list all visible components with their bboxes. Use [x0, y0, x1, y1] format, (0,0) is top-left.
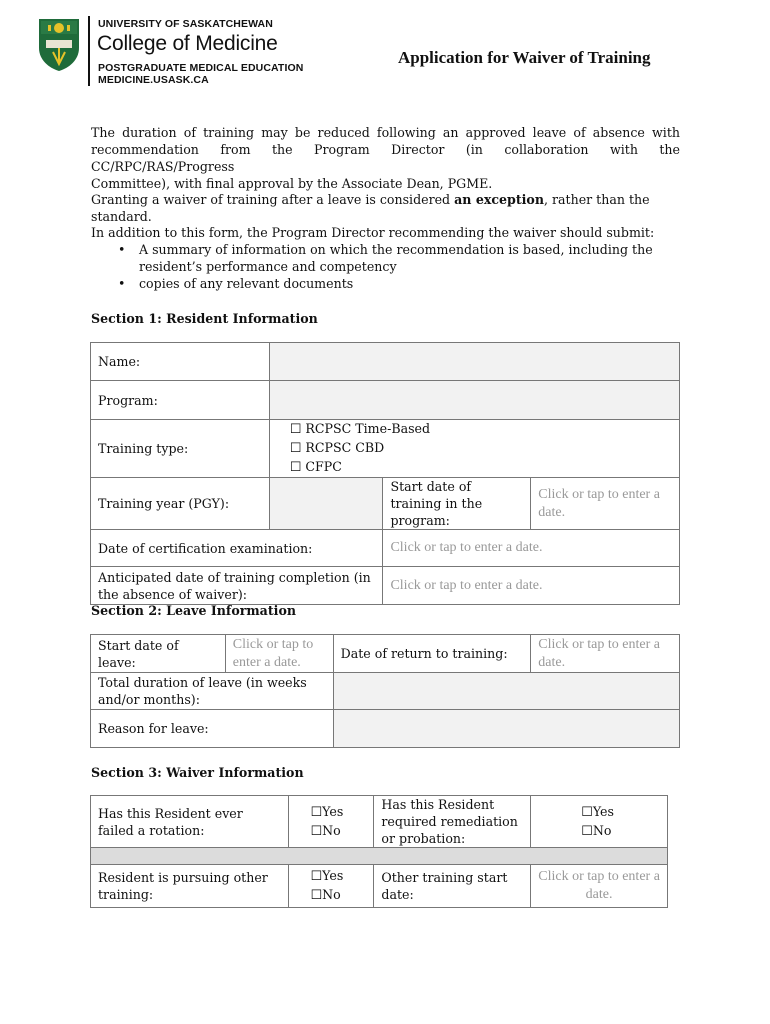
- training-year-input[interactable]: [269, 478, 383, 530]
- checkbox-icon[interactable]: ☐: [310, 823, 323, 839]
- return-date-label: Date of return to training:: [333, 635, 531, 673]
- other-start-date-input[interactable]: Click or tap to enter a date.: [531, 865, 668, 908]
- leave-info-table: [90, 634, 680, 748]
- other-no-option[interactable]: ☐No: [310, 887, 341, 903]
- exception-text-after: , rather than the standard.: [91, 192, 650, 224]
- leave-duration-label: Total duration of leave (in weeks and/or months):: [91, 673, 334, 710]
- resident-info-table: [90, 342, 680, 605]
- training-type-options: [269, 420, 679, 478]
- submission-intro: In addition to this form, the Program Director recommending the waiver should submit:: [91, 225, 655, 240]
- website-label: MEDICINE.USASK.CA: [98, 74, 209, 86]
- remediation-no-option[interactable]: ☐No: [581, 822, 612, 839]
- failed-yes-option[interactable]: ☐Yes: [310, 803, 344, 820]
- list-item: • copies of any relevant documents: [91, 275, 686, 292]
- list-item: • A summary of information on which the recommendation is based, including the resident’s performance and competency: [91, 241, 686, 275]
- header-divider: [88, 16, 90, 86]
- remediation-options: [531, 796, 668, 848]
- separator-row: [91, 848, 668, 865]
- program-input[interactable]: [269, 381, 679, 420]
- remediation-yes-option[interactable]: ☐Yes: [581, 803, 614, 820]
- cert-exam-label: Date of certification examination:: [91, 530, 383, 567]
- shield-icon: [38, 18, 80, 72]
- failed-rotation-label: Has this Resident ever failed a rotation:: [91, 796, 289, 848]
- submission-paragraph: [91, 224, 686, 292]
- start-leave-label: Start date of leave:: [91, 635, 226, 673]
- checkbox-icon[interactable]: ☐: [581, 823, 593, 839]
- leave-reason-label: Reason for leave:: [91, 710, 334, 748]
- remediation-label: Has this Resident required remediation or probation:: [374, 796, 531, 848]
- name-input[interactable]: [269, 343, 679, 381]
- leave-duration-input[interactable]: [333, 673, 679, 710]
- start-date-label: Start date of training in the program:: [383, 478, 531, 530]
- option-rcpsc-time-based[interactable]: ☐ RCPSC Time-Based: [289, 421, 431, 437]
- submission-list: [91, 241, 686, 292]
- section-1-heading: Section 1: Resident Information: [91, 311, 318, 326]
- intro-line-3: Committee), with final approval by the Associate Dean, PGME.: [91, 176, 493, 191]
- page-title: Application for Waiver of Training: [398, 48, 651, 67]
- university-name: UNIVERSITY OF SASKATCHEWAN: [98, 18, 273, 30]
- waiver-info-table: [90, 795, 668, 908]
- department-name: POSTGRADUATE MEDICAL EDUCATION: [98, 62, 304, 74]
- college-name: College of Medicine: [97, 32, 278, 55]
- checkbox-icon[interactable]: ☐: [289, 460, 302, 475]
- failed-rotation-options: [288, 796, 374, 848]
- option-rcpsc-cbd[interactable]: ☐ RCPSC CBD: [289, 440, 385, 456]
- checkbox-icon[interactable]: ☐: [310, 869, 323, 884]
- exception-text-before: Granting a waiver of training after a leave is considered: [91, 192, 455, 207]
- other-yes-option[interactable]: ☐Yes: [310, 868, 344, 884]
- program-label: Program:: [91, 381, 270, 420]
- checkbox-icon[interactable]: ☐: [289, 441, 302, 456]
- return-date-input[interactable]: Click or tap to enter a date.: [531, 635, 680, 673]
- exception-emphasis: an exception: [454, 192, 544, 207]
- checkbox-icon[interactable]: ☐: [310, 804, 323, 820]
- checkbox-icon[interactable]: ☐: [289, 422, 302, 437]
- checkbox-icon[interactable]: ☐: [310, 888, 323, 903]
- checkbox-icon[interactable]: ☐: [581, 804, 593, 820]
- option-cfpc[interactable]: ☐ CFPC: [289, 459, 342, 475]
- other-start-label: Other training start date:: [374, 865, 531, 908]
- leave-reason-input[interactable]: [333, 710, 679, 748]
- university-logo: [38, 18, 80, 72]
- other-training-options: [288, 865, 374, 908]
- failed-no-option[interactable]: ☐No: [310, 822, 341, 839]
- start-date-input[interactable]: Click or tap to enter a date.: [531, 478, 680, 530]
- completion-date-label: Anticipated date of training completion (in the absence of waiver):: [91, 567, 383, 605]
- intro-paragraph: [91, 124, 680, 192]
- completion-date-input[interactable]: Click or tap to enter a date.: [383, 567, 680, 605]
- section-3-heading: Section 3: Waiver Information: [91, 765, 304, 780]
- exception-paragraph: [91, 191, 680, 225]
- training-type-label: Training type:: [91, 420, 270, 478]
- section-2-heading: Section 2: Leave Information: [91, 603, 296, 618]
- start-leave-input[interactable]: Click or tap to enter a date.: [225, 635, 333, 673]
- intro-line-1: The duration of training may be reduced following an approved leave of absence with: [91, 125, 680, 140]
- intro-line-2: recommendation from the Program Director (in collaboration with the CC/RPC/RAS/Progress: [91, 142, 680, 174]
- training-year-label: Training year (PGY):: [91, 478, 270, 530]
- other-training-label: Resident is pursuing other training:: [91, 865, 289, 908]
- cert-exam-date-input[interactable]: Click or tap to enter a date.: [383, 530, 680, 567]
- name-label: Name:: [91, 343, 270, 381]
